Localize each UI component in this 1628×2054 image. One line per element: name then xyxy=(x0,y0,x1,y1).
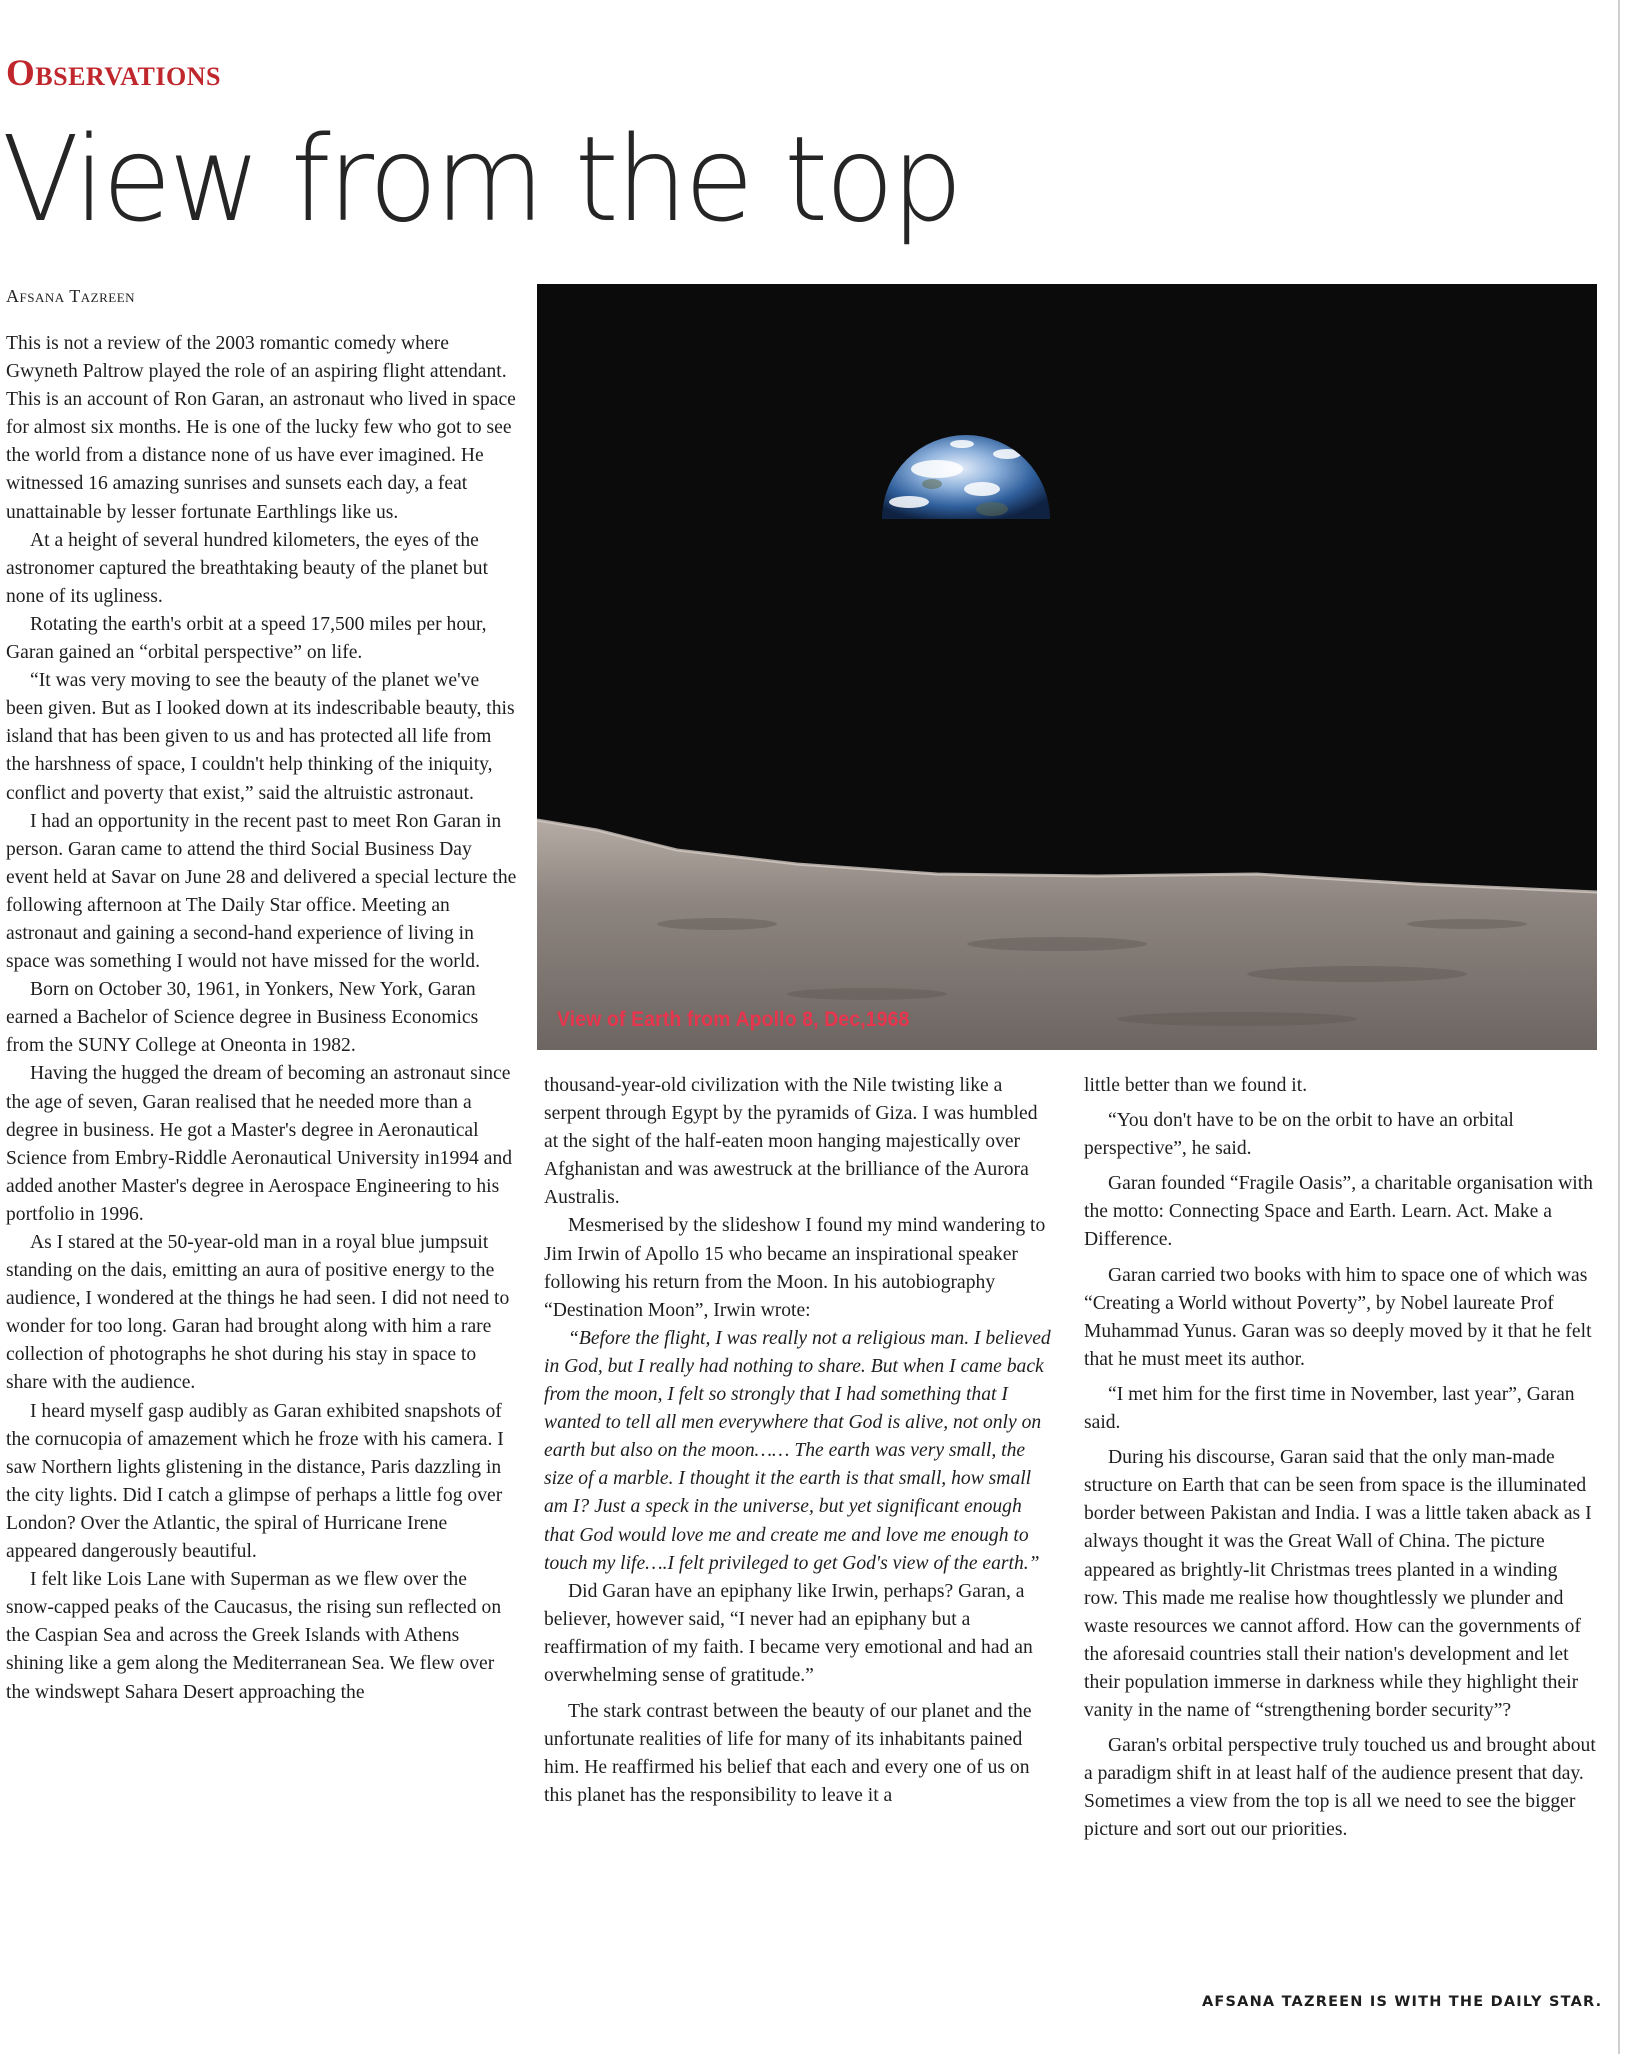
paragraph: “You don't have to be on the orbit to have an orbital perspective”, he said. xyxy=(1084,1110,1514,1160)
paragraph: I heard myself gasp audibly as Garan exhibited snapshots of the cornucopia of amazement which he froze with his camera. I saw Northern lights glistening in the distance, Paris dazzling in the city lights. Did I catch a glimpse of perhaps a little fog over London? Over the Atlantic, the spiral of Hurricane Irene appeared dangerously beautiful. xyxy=(6,1400,504,1563)
byline: Afsana Tazreen xyxy=(6,286,136,306)
headline: View from the top xyxy=(2,110,961,248)
author-note: AFSANA TAZREEN IS WITH THE DAILY STAR. xyxy=(1202,1994,1603,2010)
page-edge-rule xyxy=(1618,0,1620,2054)
paragraph: I had an opportunity in the recent past to meet Ron Garan in person. Garan came to attend the third Social Business Day event held at Savar on June 28 and delivered a special lecture the following afternoon at The Daily Star office. Meeting an astronaut and gaining a second-hand experience of living in space was something I would not have missed for the world. xyxy=(6,810,517,973)
paragraph: Garan founded “Fragile Oasis”, a charitable organisation with the motto: Connecting Space and Earth. Learn. Act. Make a Difference. xyxy=(1084,1173,1593,1251)
paragraph: The stark contrast between the beauty of our planet and the unfortunate realities of life for many of its inhabitants pained him. He reaffirmed his belief that each and every one of us on this planet has the responsibility to leave it a xyxy=(544,1701,1032,1807)
quote-paragraph: “Before the flight, I was really not a religious man. I believed in God, but I really had nothing to share. But when I came back from the moon, I felt so strongly that I had something that I wanted to tell all men everywhere that God is alive, not only on earth but also on the moon…… The earth was very small, the size of a marble. I thought it the earth is that small, how small am I? Just a speck in the universe, but yet significant enough that God would love me and create me and love me enough to touch my life….I felt privileged to get God's view of the earth.” xyxy=(544,1327,1051,1574)
paragraph: As I stared at the 50-year-old man in a royal blue jumpsuit standing on the dais, emitting an aura of positive energy to the audience, I wondered at the things he had seen. I did not need to wonder for too long. Garan had brought along with him a rare collection of photographs he shot during his stay in space to share with the audience. xyxy=(6,1232,510,1394)
paragraph: Garan's orbital perspective truly touched us and brought about a paradigm shift in at least half of the audience present that day. Sometimes a view from the top is all we need to see the bigger picture and sort out our priorities. xyxy=(1084,1735,1596,1841)
section-label: Observations xyxy=(6,53,221,94)
paragraph: This is not a review of the 2003 romantic comedy where Gwyneth Paltrow played the role of an aspiring flight attendant. This is an account of Ron Garan, an astronaut who lived in space for almost six months. He is one of the lucky few who got to see the world from a distance none of us have ever imagined. He witnessed 16 amazing sunrises and sunsets each day, a feat unattainable by lesser fortunate Earthlings like us. xyxy=(6,333,516,523)
paragraph: Rotating the earth's orbit at a speed 17,500 miles per hour, Garan gained an “orbital perspective” on life. xyxy=(6,613,487,664)
paragraph: Garan carried two books with him to space one of which was “Creating a World without Poverty”, by Nobel laureate Prof Muhammad Yunus. Garan was so deeply moved by it that he felt that he must meet its author. xyxy=(1084,1264,1592,1370)
photo-caption: View of Earth from Apollo 8, Dec,1968 xyxy=(557,1008,910,1031)
paragraph: “It was very moving to see the beauty of the planet we've been given. But as I looked down at its indescribable beauty, this island that has been given to us and has protected all life from the harshness of space, I couldn't help thinking of the iniquity, conflict and poverty that exist,” said the altruistic astronaut. xyxy=(6,670,515,804)
earthrise-photo xyxy=(537,284,1597,1050)
paragraph: thousand-year-old civilization with the Nile twisting like a serpent through Egypt by the pyramids of Giza. I was humbled at the sight of the half-eaten moon hanging majestically over Afghanistan and was awestruck at the brilliance of the Aurora Australis. xyxy=(544,1075,1038,1209)
paragraph: little better than we found it. xyxy=(1084,1075,1308,1096)
paragraph: At a height of several hundred kilometers, the eyes of the astronomer captured the breathtaking beauty of the planet but none of its ugliness. xyxy=(6,529,489,607)
paragraph: During his discourse, Garan said that the only man-made structure on Earth that can be seen from space is the illuminated border between Pakistan and India. I was a little taken aback as I always thought it was the Great Wall of China. The picture appeared as brightly-lit Christmas trees planted in a winding row. This made me realise how thoughtlessly we plunder and waste resources we cannot afford. How can the governments of the aforesaid countries stall their nation's development and let their population immerse in darkness while they highlight their vanity in the name of “strengthening border security”? xyxy=(1084,1447,1592,1721)
article-column-2 xyxy=(544,1072,1056,1810)
paragraph: Born on October 30, 1961, in Yonkers, New York, Garan earned a Bachelor of Science degree in Business Economics from the SUNY College at Oneonta in 1982. xyxy=(6,979,479,1057)
article-column-3 xyxy=(1084,1072,1596,1851)
paragraph: Did Garan have an epiphany like Irwin, perhaps? Garan, a believer, however said, “I never had an epiphany but a reaffirmation of my faith. I became very emotional and had an overwhelming sense of gratitude.” xyxy=(544,1580,1033,1686)
paragraph: Mesmerised by the slideshow I found my mind wandering to Jim Irwin of Apollo 15 who became an inspirational speaker following his return from the Moon. In his autobiography “Destination Moon”, Irwin wrote: xyxy=(544,1215,1046,1321)
paragraph: I felt like Lois Lane with Superman as we flew over the snow-capped peaks of the Caucasus, the rising sun reflected on the Caspian Sea and across the Greek Islands with Athens shining like a gem along the Mediterranean Sea. We flew over the windswept Sahara Desert approaching the xyxy=(6,1569,502,1703)
article-column-1 xyxy=(6,330,518,1707)
paragraph: Having the hugged the dream of becoming an astronaut since the age of seven, Garan realised that he needed more than a degree in business. He got a Master's degree in Aeronautical Science from Embry-Riddle Aeronautical University in1994 and added another Master's degree in Aerospace Engineering to his portfolio in 1996. xyxy=(6,1063,513,1225)
paragraph: “I met him for the first time in November, last year”, Garan said. xyxy=(1084,1383,1575,1434)
earthrise-illustration xyxy=(537,284,1597,1050)
